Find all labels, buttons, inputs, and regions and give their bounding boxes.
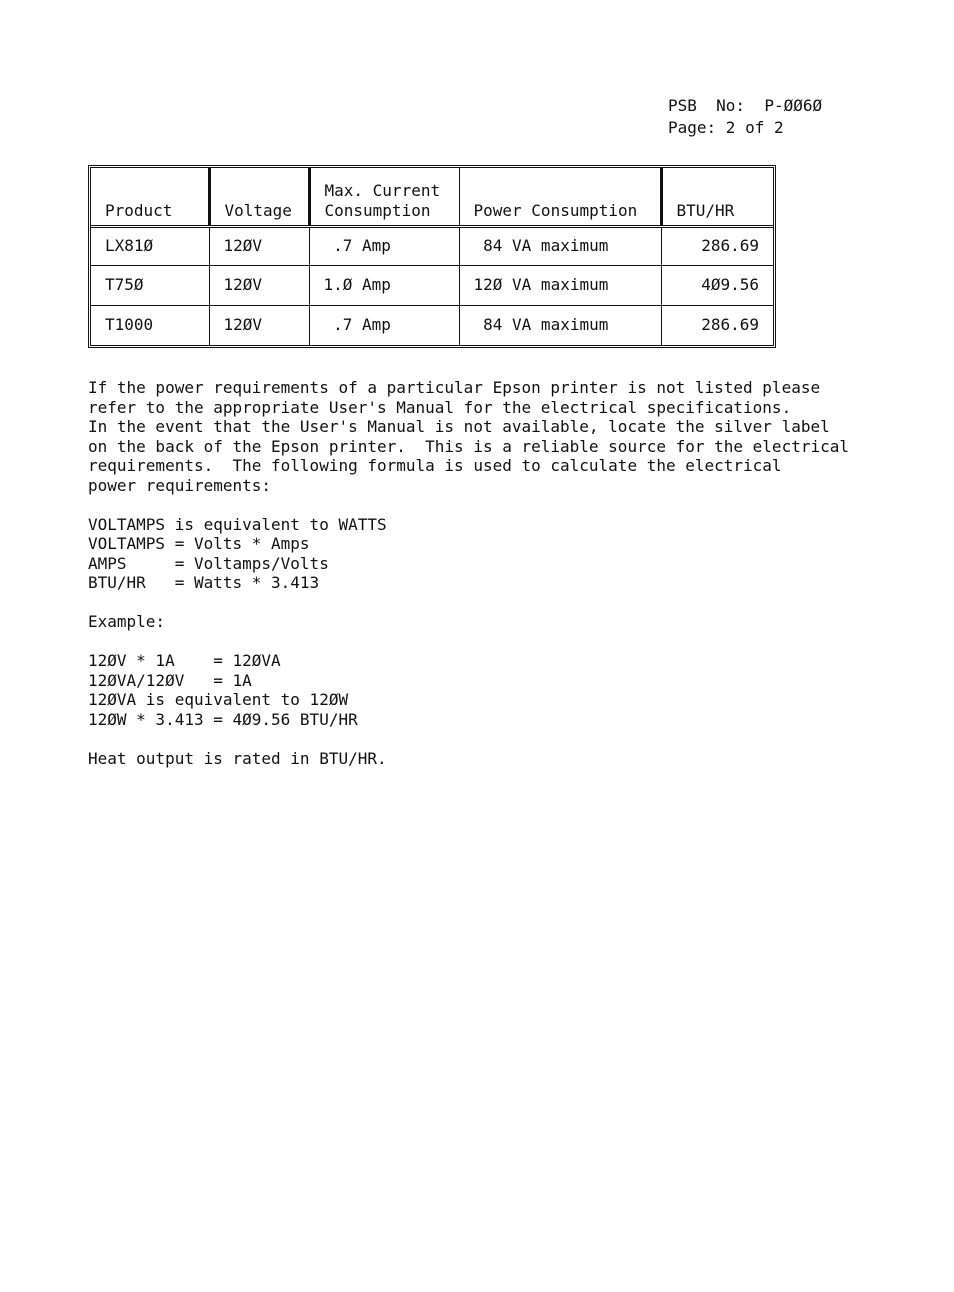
- cell-product: T75Ø: [91, 266, 209, 306]
- page-number: Page: 2 of 2: [668, 118, 784, 137]
- power-table-grid: [91, 168, 773, 345]
- formula-line: AMPS = Voltamps/Volts: [88, 553, 329, 573]
- column-header-max-current: Max. Current Consumption: [309, 168, 459, 226]
- cell-btu: 286.69: [661, 226, 773, 266]
- cell-power: 84 VA maximum: [459, 226, 661, 266]
- formula-line: BTU/HR = Watts * 3.413: [88, 573, 320, 592]
- cell-power: 12Ø VA maximum: [459, 266, 661, 306]
- cell-current: 1.Ø Amp: [309, 266, 459, 306]
- body-text: [88, 378, 849, 768]
- table-row: [91, 305, 773, 345]
- paragraph-line: If the power requirements of a particular Epson printer is not listed please: [88, 378, 821, 397]
- cell-voltage: 12ØV: [209, 266, 309, 306]
- paragraph-line: refer to the appropriate User's Manual for the electrical specifications.: [88, 397, 792, 417]
- power-table: [88, 165, 776, 348]
- psb-number: PSB No: P-ØØ6Ø: [668, 96, 823, 115]
- example-line: 12ØVA/12ØV = 1A: [88, 670, 252, 690]
- column-header-voltage: Voltage: [209, 168, 309, 226]
- paragraph-line: requirements. The following formula is used to calculate the electrical: [88, 456, 782, 475]
- formula-line: VOLTAMPS = Volts * Amps: [88, 534, 310, 553]
- paragraph-line: In the event that the User's Manual is not available, locate the silver label: [88, 417, 830, 436]
- example-label: Example:: [88, 612, 166, 631]
- table-header-row: [91, 168, 773, 226]
- paragraph-line: power requirements:: [88, 475, 272, 495]
- column-header-product: Product: [91, 168, 209, 226]
- example-line: 12ØVA is equivalent to 12ØW: [88, 690, 349, 709]
- paragraph-line: on the back of the Epson printer. This is a reliable source for the electrical: [88, 436, 849, 456]
- cell-voltage: 12ØV: [209, 226, 309, 266]
- table-row: [91, 266, 773, 306]
- cell-product: LX81Ø: [91, 226, 209, 266]
- formula-line: VOLTAMPS is equivalent to WATTS: [88, 514, 387, 534]
- closing-line: Heat output is rated in BTU/HR.: [88, 748, 387, 768]
- column-header-power: Power Consumption: [459, 168, 661, 226]
- cell-power: 84 VA maximum: [459, 305, 661, 345]
- cell-current: .7 Amp: [309, 305, 459, 345]
- cell-current: .7 Amp: [309, 226, 459, 266]
- cell-product: T1000: [91, 305, 209, 345]
- cell-btu: 286.69: [701, 315, 759, 335]
- cell-btu: 4Ø9.56: [661, 266, 773, 306]
- page-header: [668, 95, 822, 139]
- column-header-btu: BTU/HR: [661, 168, 773, 226]
- table-row: [91, 226, 773, 266]
- cell-voltage: 12ØV: [209, 305, 309, 345]
- example-line: 12ØW * 3.413 = 4Ø9.56 BTU/HR: [88, 709, 358, 729]
- example-line: 12ØV * 1A = 12ØVA: [88, 651, 281, 670]
